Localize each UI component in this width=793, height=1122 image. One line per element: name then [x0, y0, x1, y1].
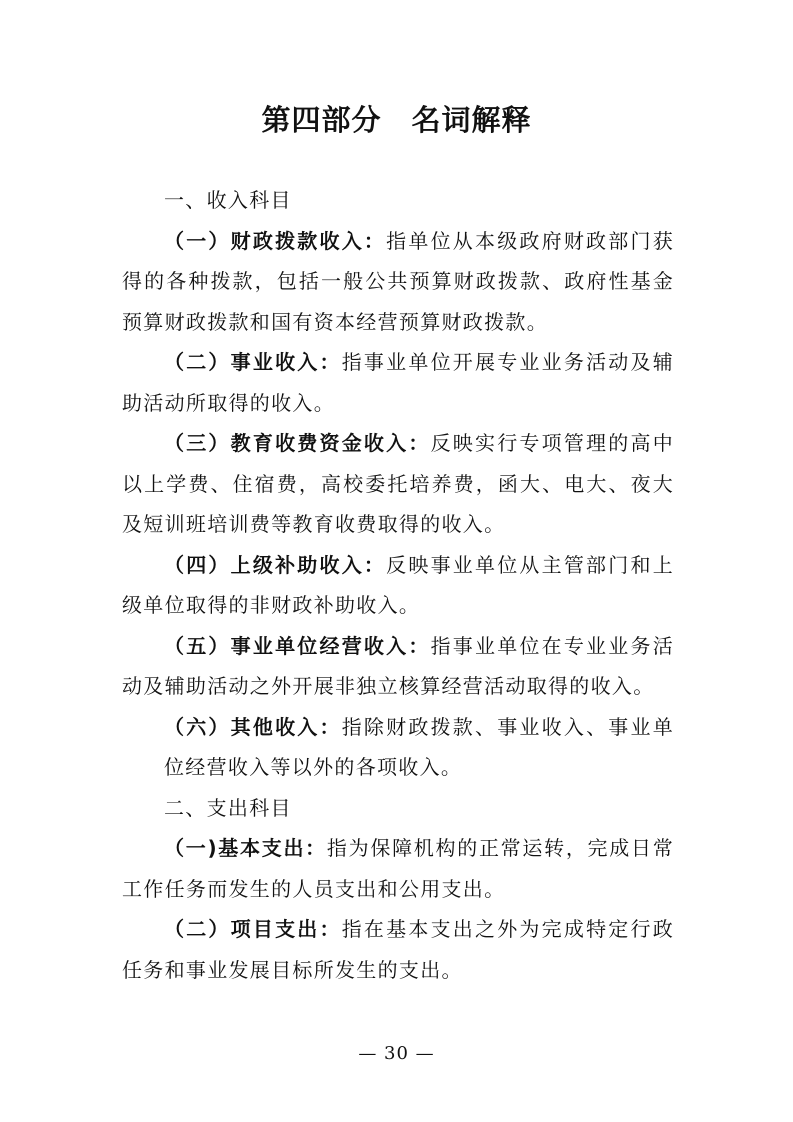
term-other-income: （六）其他收入： — [164, 714, 342, 739]
page-number: — 30 — — [358, 1043, 435, 1064]
paragraph-business-income — [122, 342, 674, 423]
definition-education-fee-income: 反映实行专项管理的高中以上学费、住宿费，高校委托培养费，函大、电大、夜大及短训班培训费等教育收费取得的收入。 — [122, 431, 674, 536]
term-superior-subsidy-income: （四）上级补助收入： — [164, 552, 387, 577]
section-heading-expenditure: 二、支出科目 — [164, 795, 292, 820]
page-title: 第四部分 名词解释 — [261, 103, 532, 137]
paragraph-superior-subsidy-income — [122, 545, 674, 626]
term-business-income: （二）事业收入： — [164, 350, 342, 374]
definition-project-expenditure: 指在基本支出之外为完成特定行政任务和事业发展目标所发生的支出。 — [122, 917, 675, 982]
paragraph-other-income — [122, 707, 674, 788]
term-project-expenditure: （二）项目支出： — [164, 917, 342, 941]
document-body — [122, 180, 674, 990]
definition-other-income: 指除财政拨款、事业收入、事业单位经营收入等以外的各项收入。 — [164, 714, 675, 779]
definition-business-income: 指事业单位开展专业业务活动及辅助活动所取得的收入。 — [122, 350, 675, 415]
section-heading-income: 一、收入科目 — [164, 188, 292, 212]
term-education-fee-income: （三）教育收费资金收入： — [164, 431, 431, 455]
term-basic-expenditure: （一)基本支出： — [164, 836, 327, 860]
paragraph-operating-income — [122, 626, 674, 707]
paragraph-education-fee-income — [122, 423, 674, 545]
definition-superior-subsidy-income: 反映事业单位从主管部门和上级单位取得的非财政补助收入。 — [122, 552, 675, 617]
term-operating-income: （五）事业单位经营收入： — [164, 633, 431, 658]
paragraph-project-expenditure — [122, 909, 674, 990]
term-fiscal-appropriation-income: （一）财政拨款收入： — [164, 228, 387, 253]
paragraph-fiscal-appropriation-income — [122, 221, 674, 343]
definition-operating-income: 指事业单位在专业业务活动及辅助活动之外开展非独立核算经营活动取得的收入。 — [122, 633, 674, 698]
definition-fiscal-appropriation-income: 指单位从本级政府财政部门获得的各种拨款，包括一般公共预算财政拨款、政府性基金预算财政拨款和国有资本经营预算财政拨款。 — [122, 228, 675, 334]
definition-basic-expenditure: 指为保障机构的正常运转，完成日常工作任务而发生的人员支出和公用支出。 — [122, 836, 674, 901]
paragraph-basic-expenditure — [122, 828, 674, 909]
